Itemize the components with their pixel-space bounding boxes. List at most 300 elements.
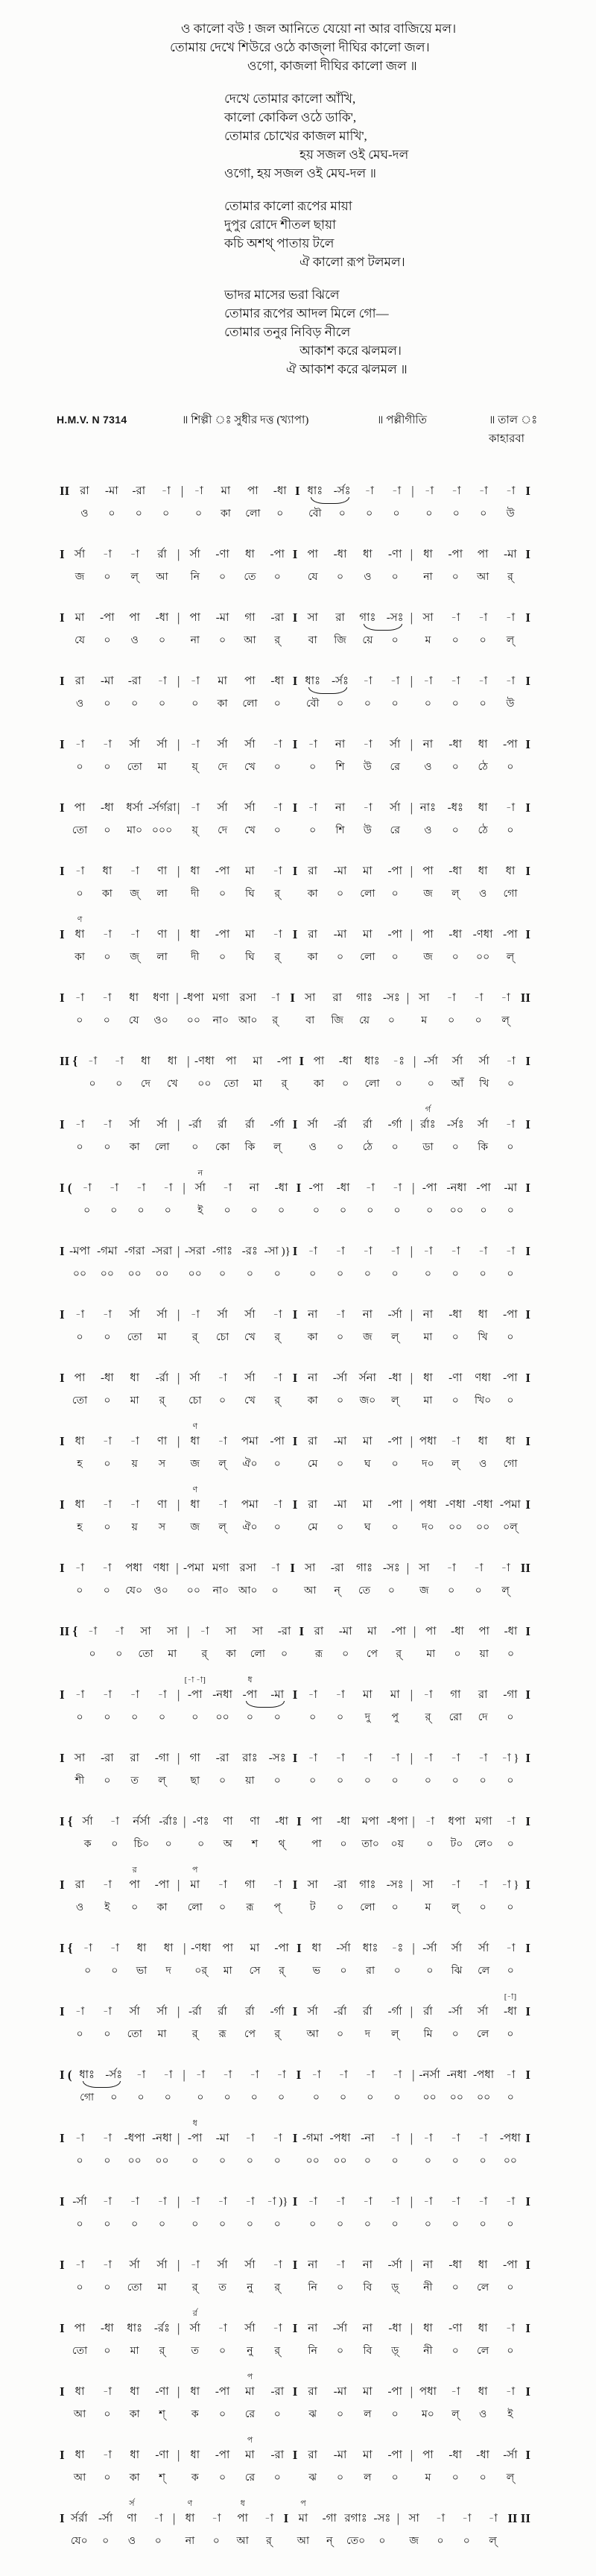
note-syllable: পমা: [241, 1499, 259, 1511]
lyric-syllable: ০: [452, 508, 460, 520]
note-syllable: ধা: [478, 1436, 488, 1448]
notation-cell: [181, 2004, 209, 2042]
note-syllable: -া: [505, 675, 516, 687]
lyric-syllable: ০: [393, 2092, 401, 2103]
note-syllable: -া: [130, 549, 139, 561]
lyric-syllable: ০: [393, 1205, 401, 1216]
lyric-syllable: ০: [273, 1712, 281, 1723]
lyric-syllable: ০: [273, 1459, 281, 1470]
notation-cell: [326, 546, 354, 585]
lyric-syllable: ০: [76, 2156, 83, 2167]
lyric-syllable: ০: [194, 508, 203, 520]
notation-cell: [299, 673, 326, 712]
note-syllable: ধা: [190, 1436, 200, 1448]
notation-cell: [209, 863, 236, 902]
notation-cell: [381, 1877, 409, 1916]
note-syllable: -া: [506, 2069, 516, 2081]
lyric-syllable: ও: [424, 825, 432, 836]
notation-cell: [66, 1877, 94, 1916]
lyric-syllable: উ: [506, 698, 515, 710]
note-syllable: র্সা: [244, 2259, 256, 2271]
lyric-syllable: ঝ: [308, 2472, 317, 2484]
measure: [299, 2257, 408, 2296]
measure: [181, 610, 291, 648]
notation-cell: [187, 2067, 214, 2106]
note-syllable: -পা: [188, 1689, 203, 1701]
lyric-syllable: ০: [424, 1269, 432, 1280]
measure: [66, 2004, 176, 2042]
note-syllable: -পা: [215, 865, 230, 877]
measure: [66, 1370, 176, 1409]
lyric-syllable: খে: [166, 1079, 178, 1090]
notation-cell: [188, 1940, 215, 1979]
lyric-syllable: ০: [89, 1649, 96, 1660]
barline-thin: |: [183, 1181, 186, 1195]
barline-left: I: [60, 1371, 65, 1385]
notation-cell: [181, 863, 209, 902]
note-syllable: মা: [190, 1879, 200, 1891]
lyric-syllable: ০: [219, 1269, 226, 1280]
barline-thin: |: [183, 2068, 186, 2082]
barline-thin: |: [177, 1878, 180, 1892]
note-syllable: র্সা: [217, 802, 228, 814]
taal-label: ॥ তাল ঃ কাহারবা: [489, 414, 538, 445]
lyric-syllable: ল্: [489, 2536, 497, 2547]
measure: [416, 1813, 524, 1852]
measure: [414, 1992, 524, 2042]
lyric-syllable: ০: [131, 1712, 139, 1723]
lyric-syllable: লা: [156, 888, 168, 900]
measure: [417, 1053, 524, 1092]
lyric-syllable: ০: [391, 888, 399, 900]
notation-cell: [148, 800, 176, 839]
notation-cell: [177, 2499, 203, 2549]
lyric-syllable: ০: [219, 635, 226, 646]
measure: [414, 1370, 524, 1409]
note-syllable: মা: [363, 2386, 372, 2398]
note-syllable: -া: [273, 1499, 282, 1511]
note-syllable: না: [308, 2323, 318, 2334]
lyric-syllable: ০: [104, 2409, 111, 2420]
lyric-syllable: ০: [337, 1775, 344, 1787]
notation-line: [58, 2499, 532, 2549]
lyric-syllable: ম: [425, 1902, 431, 1913]
lyric-syllable: ০: [507, 1712, 514, 1723]
notation-line: [58, 1623, 532, 1662]
notation-cell: [236, 1750, 264, 1789]
lyric-syllable: লা: [156, 952, 168, 963]
lyric-syllable: খি: [479, 1079, 489, 1090]
notation-cell: [209, 1243, 236, 1282]
lyric-syllable: ল্: [218, 1522, 226, 1533]
note-syllable: -া: [102, 1119, 112, 1131]
note-syllable: -া: [157, 2196, 167, 2208]
notation-cell: [271, 1623, 298, 1662]
lyric-syllable: কা: [307, 888, 318, 900]
note-syllable: -ঃ: [391, 1942, 404, 1954]
lyric-syllable: ০: [479, 1902, 486, 1913]
lyric-syllable: ই: [197, 1205, 203, 1216]
lyric-syllable: তে০: [346, 2536, 366, 2547]
barline-thin: |: [176, 1561, 179, 1575]
notation-cell: [188, 1813, 215, 1852]
note-syllable: -রা: [330, 1562, 344, 1574]
lyric-syllable: ০: [309, 1775, 317, 1787]
notation-cell: [66, 1560, 93, 1599]
note-syllable: গাঃ: [355, 992, 373, 1004]
note-syllable: -ণধা: [194, 1055, 215, 1067]
note-syllable: -পা: [215, 2386, 230, 2398]
notation-cell: [121, 1750, 148, 1789]
barline-thin: |: [412, 1941, 415, 1955]
lyrics-line: ঐ আকাশ করে ঝলমল ॥: [286, 362, 408, 376]
notation-cell: [330, 1940, 357, 1979]
measure: [181, 2309, 291, 2359]
note-syllable: সা: [422, 612, 434, 624]
lyric-syllable: ০: [111, 1966, 118, 1977]
note-syllable: -া: [102, 1499, 112, 1511]
note-syllable: -পা: [215, 929, 230, 941]
note-syllable: -মা: [504, 1182, 518, 1194]
measure: [181, 1370, 291, 1409]
lyric-syllable: ০: [273, 2219, 281, 2230]
barline-mid: I: [297, 1814, 302, 1828]
barline-thin: |: [413, 1624, 416, 1638]
notation-cell: [125, 483, 152, 522]
notation-line: [58, 736, 532, 775]
note-syllable: -পা: [503, 1372, 518, 1384]
note-syllable: রা: [308, 2386, 318, 2398]
notation-cell: [299, 2447, 326, 2486]
lyric-syllable: ০: [115, 1079, 123, 1090]
lyric-syllable: ও: [478, 888, 487, 900]
notation-cell: [297, 1560, 323, 1599]
note-syllable: ধা: [190, 2386, 200, 2398]
notation-cell: [74, 2067, 101, 2106]
note-syllable: রা: [314, 1626, 324, 1638]
notation-cell: [299, 2384, 326, 2422]
lyric-syllable: তো: [138, 1649, 153, 1660]
lyric-syllable: ক: [83, 1839, 92, 1850]
lyric-syllable: ০: [451, 698, 459, 710]
barline-right: I: [525, 1434, 530, 1448]
note-syllable: -রা: [127, 675, 142, 687]
note-syllable: -া: [102, 929, 112, 941]
lyric-syllable: ০: [507, 1775, 514, 1787]
barline-mid: I: [297, 1941, 302, 1955]
notation-cell: [236, 546, 264, 585]
lyric-syllable: নু: [247, 2282, 253, 2294]
note-syllable: -া: [273, 2259, 282, 2271]
lyric-syllable: আ: [236, 2536, 249, 2547]
lyric-syllable: র্: [266, 2536, 272, 2547]
notation-cell: [469, 1877, 497, 1916]
lyric-syllable: ০: [425, 508, 433, 520]
note-syllable: -া: [102, 1689, 112, 1701]
lyric-syllable: ল্: [273, 1142, 282, 1153]
lyric-syllable: ০: [507, 1839, 514, 1850]
note-syllable: -া: [308, 1246, 317, 1257]
barline-thin: |: [177, 2321, 180, 2335]
lyric-syllable: মা: [130, 1395, 139, 1407]
lyric-syllable: ঘ: [364, 1522, 371, 1533]
notation-line: [58, 2194, 532, 2232]
notation-cell: [181, 2119, 209, 2169]
measure: [299, 1307, 408, 1345]
notation-cell: [378, 990, 405, 1029]
lyric-syllable: ০: [424, 1775, 432, 1787]
notation-cell: [305, 1053, 332, 1092]
notation-cell: [354, 1497, 381, 1535]
note-syllable: -া )}: [267, 2196, 288, 2208]
ornament-annotation: ণ: [192, 1422, 198, 1431]
barline-right: I: [525, 2194, 530, 2209]
measure: [181, 926, 291, 965]
lyric-syllable: ০: [393, 1966, 401, 1977]
barline-thin: |: [410, 547, 413, 561]
lyric-syllable: ০: [451, 1775, 459, 1787]
notation-cell: [181, 673, 209, 712]
lyric-syllable: শি: [335, 762, 345, 773]
note-syllable: -মপা: [69, 1246, 90, 1257]
notation-cell: [465, 1560, 492, 1599]
lyric-syllable: ০: [342, 1079, 349, 1090]
measure: [414, 610, 524, 648]
note-syllable: র্সা: [477, 1119, 489, 1131]
notation-line: [58, 610, 532, 648]
note-syllable: ধা: [74, 1499, 85, 1511]
lyric-syllable: যে: [74, 635, 85, 646]
lyric-syllable: ল্: [506, 952, 515, 963]
lyric-syllable: ভা: [136, 1966, 148, 1977]
note-syllable: না: [249, 1182, 259, 1194]
lyric-syllable: কা: [307, 1332, 318, 1343]
note-syllable: ধা: [167, 1055, 177, 1067]
note-syllable: -র্রা: [155, 1372, 169, 1384]
lyric-syllable: ০র্: [194, 1966, 208, 1977]
notation-cell: [497, 1433, 524, 1472]
notation-cell: [181, 2194, 209, 2232]
note-syllable: -পা: [387, 929, 402, 941]
note-syllable: -ধা: [155, 612, 169, 624]
notation-cell: [299, 863, 326, 902]
note-syllable: -া: [451, 2196, 460, 2208]
lyric-syllable: শ্: [159, 2409, 165, 2420]
notation-cell: [469, 546, 497, 585]
barline-mid: I: [292, 674, 298, 688]
notation-line: [58, 1053, 532, 1092]
lyric-syllable: বৌ: [308, 508, 322, 520]
lyric-syllable: ০: [131, 1902, 139, 1913]
lyric-syllable: ০: [480, 508, 487, 520]
note-syllable: র্সা: [156, 1309, 168, 1321]
notation-cell: [235, 990, 261, 1029]
lyric-syllable: ০: [224, 1205, 231, 1216]
lyric-syllable: ০০: [127, 2156, 142, 2167]
notation-cell: [148, 2257, 176, 2296]
note-syllable: মা: [390, 1689, 400, 1701]
note-syllable: -া: [74, 865, 85, 877]
note-syllable: ধা: [478, 2323, 488, 2334]
notation-cell: [414, 1433, 442, 1472]
measure: [299, 2194, 408, 2232]
lyric-syllable: ০: [391, 1269, 399, 1280]
lyrics-line: তোমার চোখের কাজল মাখি',: [224, 129, 367, 143]
barline-thin: |: [177, 1117, 180, 1131]
barline-right: I: [525, 1181, 531, 1195]
note-syllable: -ণা: [215, 549, 229, 561]
notation-cell: [93, 2130, 121, 2169]
lyric-syllable: ঐ০: [242, 1522, 258, 1533]
notation-cell: [256, 2510, 282, 2549]
note-syllable: -া: [190, 802, 200, 814]
notation-cell: [121, 673, 148, 712]
note-syllable: মা: [253, 1055, 263, 1067]
notation-cell: [359, 1053, 386, 1092]
lyric-syllable: খে: [244, 825, 256, 836]
notation-cell: [236, 926, 264, 965]
notation-cell: [299, 1687, 326, 1726]
notation-cell: [148, 1750, 176, 1789]
note-syllable: -ণা: [448, 2323, 463, 2334]
notation-cell: [121, 1687, 148, 1726]
notation-cell: [236, 1497, 264, 1535]
note-syllable: -া: [506, 1816, 516, 1828]
measure: [74, 2067, 182, 2106]
notation-cell: [236, 2436, 264, 2486]
notation-block: [58, 483, 532, 2549]
lyric-syllable: ০: [165, 1839, 172, 1850]
notation-cell: [326, 1243, 354, 1282]
note-syllable: সা: [305, 992, 316, 1004]
barline-right: I: [525, 1117, 530, 1131]
measure: [401, 2510, 506, 2549]
lyric-syllable: ০: [437, 2536, 444, 2547]
notation-cell: [442, 2257, 469, 2296]
note-syllable: -রঃ: [241, 1246, 259, 1257]
note-syllable: -া: [157, 675, 167, 687]
notation-cell: [471, 1623, 498, 1662]
notation-cell: [497, 1940, 524, 1979]
lyric-syllable: ০: [391, 1902, 399, 1913]
notation-line: [58, 863, 532, 902]
note-syllable: -র্সা: [387, 2259, 402, 2271]
lyric-syllable: ০: [391, 2156, 399, 2167]
lyric-syllable: ও: [478, 2409, 487, 2420]
note-syllable: -া: [245, 2196, 255, 2208]
notation-cell: [469, 1497, 497, 1535]
lyric-syllable: ০: [191, 1712, 199, 1723]
note-syllable: -া: [308, 1689, 317, 1701]
measure: [414, 546, 524, 585]
note-syllable: -মা: [333, 1499, 347, 1511]
lyric-syllable: শ: [251, 1839, 259, 1850]
lyric-syllable: আ: [73, 2409, 86, 2420]
barline-left: I: [60, 1561, 65, 1575]
note-syllable: -া: [222, 2069, 232, 2081]
notation-cell: [442, 1307, 469, 1345]
barline-mid: I: [292, 2131, 298, 2145]
notation-cell: [470, 1940, 497, 1979]
note-syllable: -রা: [132, 485, 146, 497]
measure: [191, 1053, 298, 1092]
note-syllable: ধা: [130, 2386, 140, 2398]
notation-cell: [209, 673, 236, 712]
lyric-syllable: ০: [219, 2472, 226, 2484]
notation-cell: [74, 1813, 101, 1852]
note-syllable: -া: [478, 485, 488, 497]
notation-cell: [326, 1687, 354, 1726]
notation-cell: [469, 2194, 497, 2232]
notation-cell: [469, 1243, 497, 1282]
notation-cell: [148, 2194, 176, 2232]
notation-cell: [66, 1307, 94, 1345]
measure: [414, 2130, 524, 2169]
lyric-syllable: তো: [72, 825, 88, 836]
note-syllable: -া: [451, 2386, 460, 2398]
lyric-syllable: ০: [451, 2029, 459, 2040]
barline-left: I: [60, 927, 65, 941]
lyric-syllable: ০: [76, 2219, 83, 2230]
genre-label: ॥ পল্লীগীতি: [377, 414, 428, 426]
lyric-syllable: ০: [312, 1205, 320, 1216]
notation-cell: [191, 1623, 218, 1662]
notation-cell: [469, 1687, 497, 1726]
lyrics-line: ঐ কালো রূপ টলমল।: [299, 255, 405, 269]
note-syllable: -না: [361, 2133, 375, 2144]
lyric-syllable: কা: [307, 1395, 318, 1407]
lyric-syllable: জ: [423, 952, 433, 963]
lyric-syllable: ০: [364, 1269, 371, 1280]
notation-cell: [469, 926, 497, 965]
note-syllable: র্সা: [307, 1119, 318, 1131]
notation-cell: [410, 1560, 437, 1599]
notation-cell: [236, 1433, 264, 1472]
notation-cell: [209, 2320, 236, 2359]
note-syllable: -ণধা: [472, 1499, 493, 1511]
measure: [66, 1243, 176, 1282]
lyric-syllable: য়্: [191, 825, 198, 836]
notation-line: [58, 2436, 532, 2486]
notation-line: [58, 915, 532, 965]
note-syllable: মা: [218, 675, 227, 687]
barline-left: I: [60, 801, 65, 815]
note-syllable: -গরা: [124, 1246, 145, 1257]
note-syllable: পা: [422, 929, 434, 941]
lyric-syllable: মা০: [127, 825, 143, 836]
lyric-syllable: র্: [191, 2282, 198, 2294]
lyric-syllable: ০: [337, 1269, 344, 1280]
notation-cell: [121, 2257, 148, 2296]
measure: [74, 1180, 182, 1219]
notation-cell: [159, 1623, 186, 1662]
notation-cell: [497, 926, 524, 965]
note-syllable: -া: [501, 1562, 510, 1574]
notation-cell: [264, 2194, 291, 2232]
lyric-syllable: দে: [478, 1712, 488, 1723]
notation-cell: [381, 1243, 409, 1282]
note-syllable: -মা: [215, 612, 229, 624]
barline-thin: |: [187, 1054, 190, 1068]
notation-cell: [354, 2004, 381, 2042]
note-syllable: -া: [130, 1689, 139, 1701]
lyric-syllable: কা: [221, 508, 231, 520]
note-syllable: ণধা: [153, 1562, 170, 1574]
measure: [305, 1623, 412, 1662]
lyric-syllable: দী: [191, 952, 200, 963]
note-syllable: র্সা: [451, 1942, 463, 1954]
lyric-syllable: আ: [476, 572, 489, 583]
